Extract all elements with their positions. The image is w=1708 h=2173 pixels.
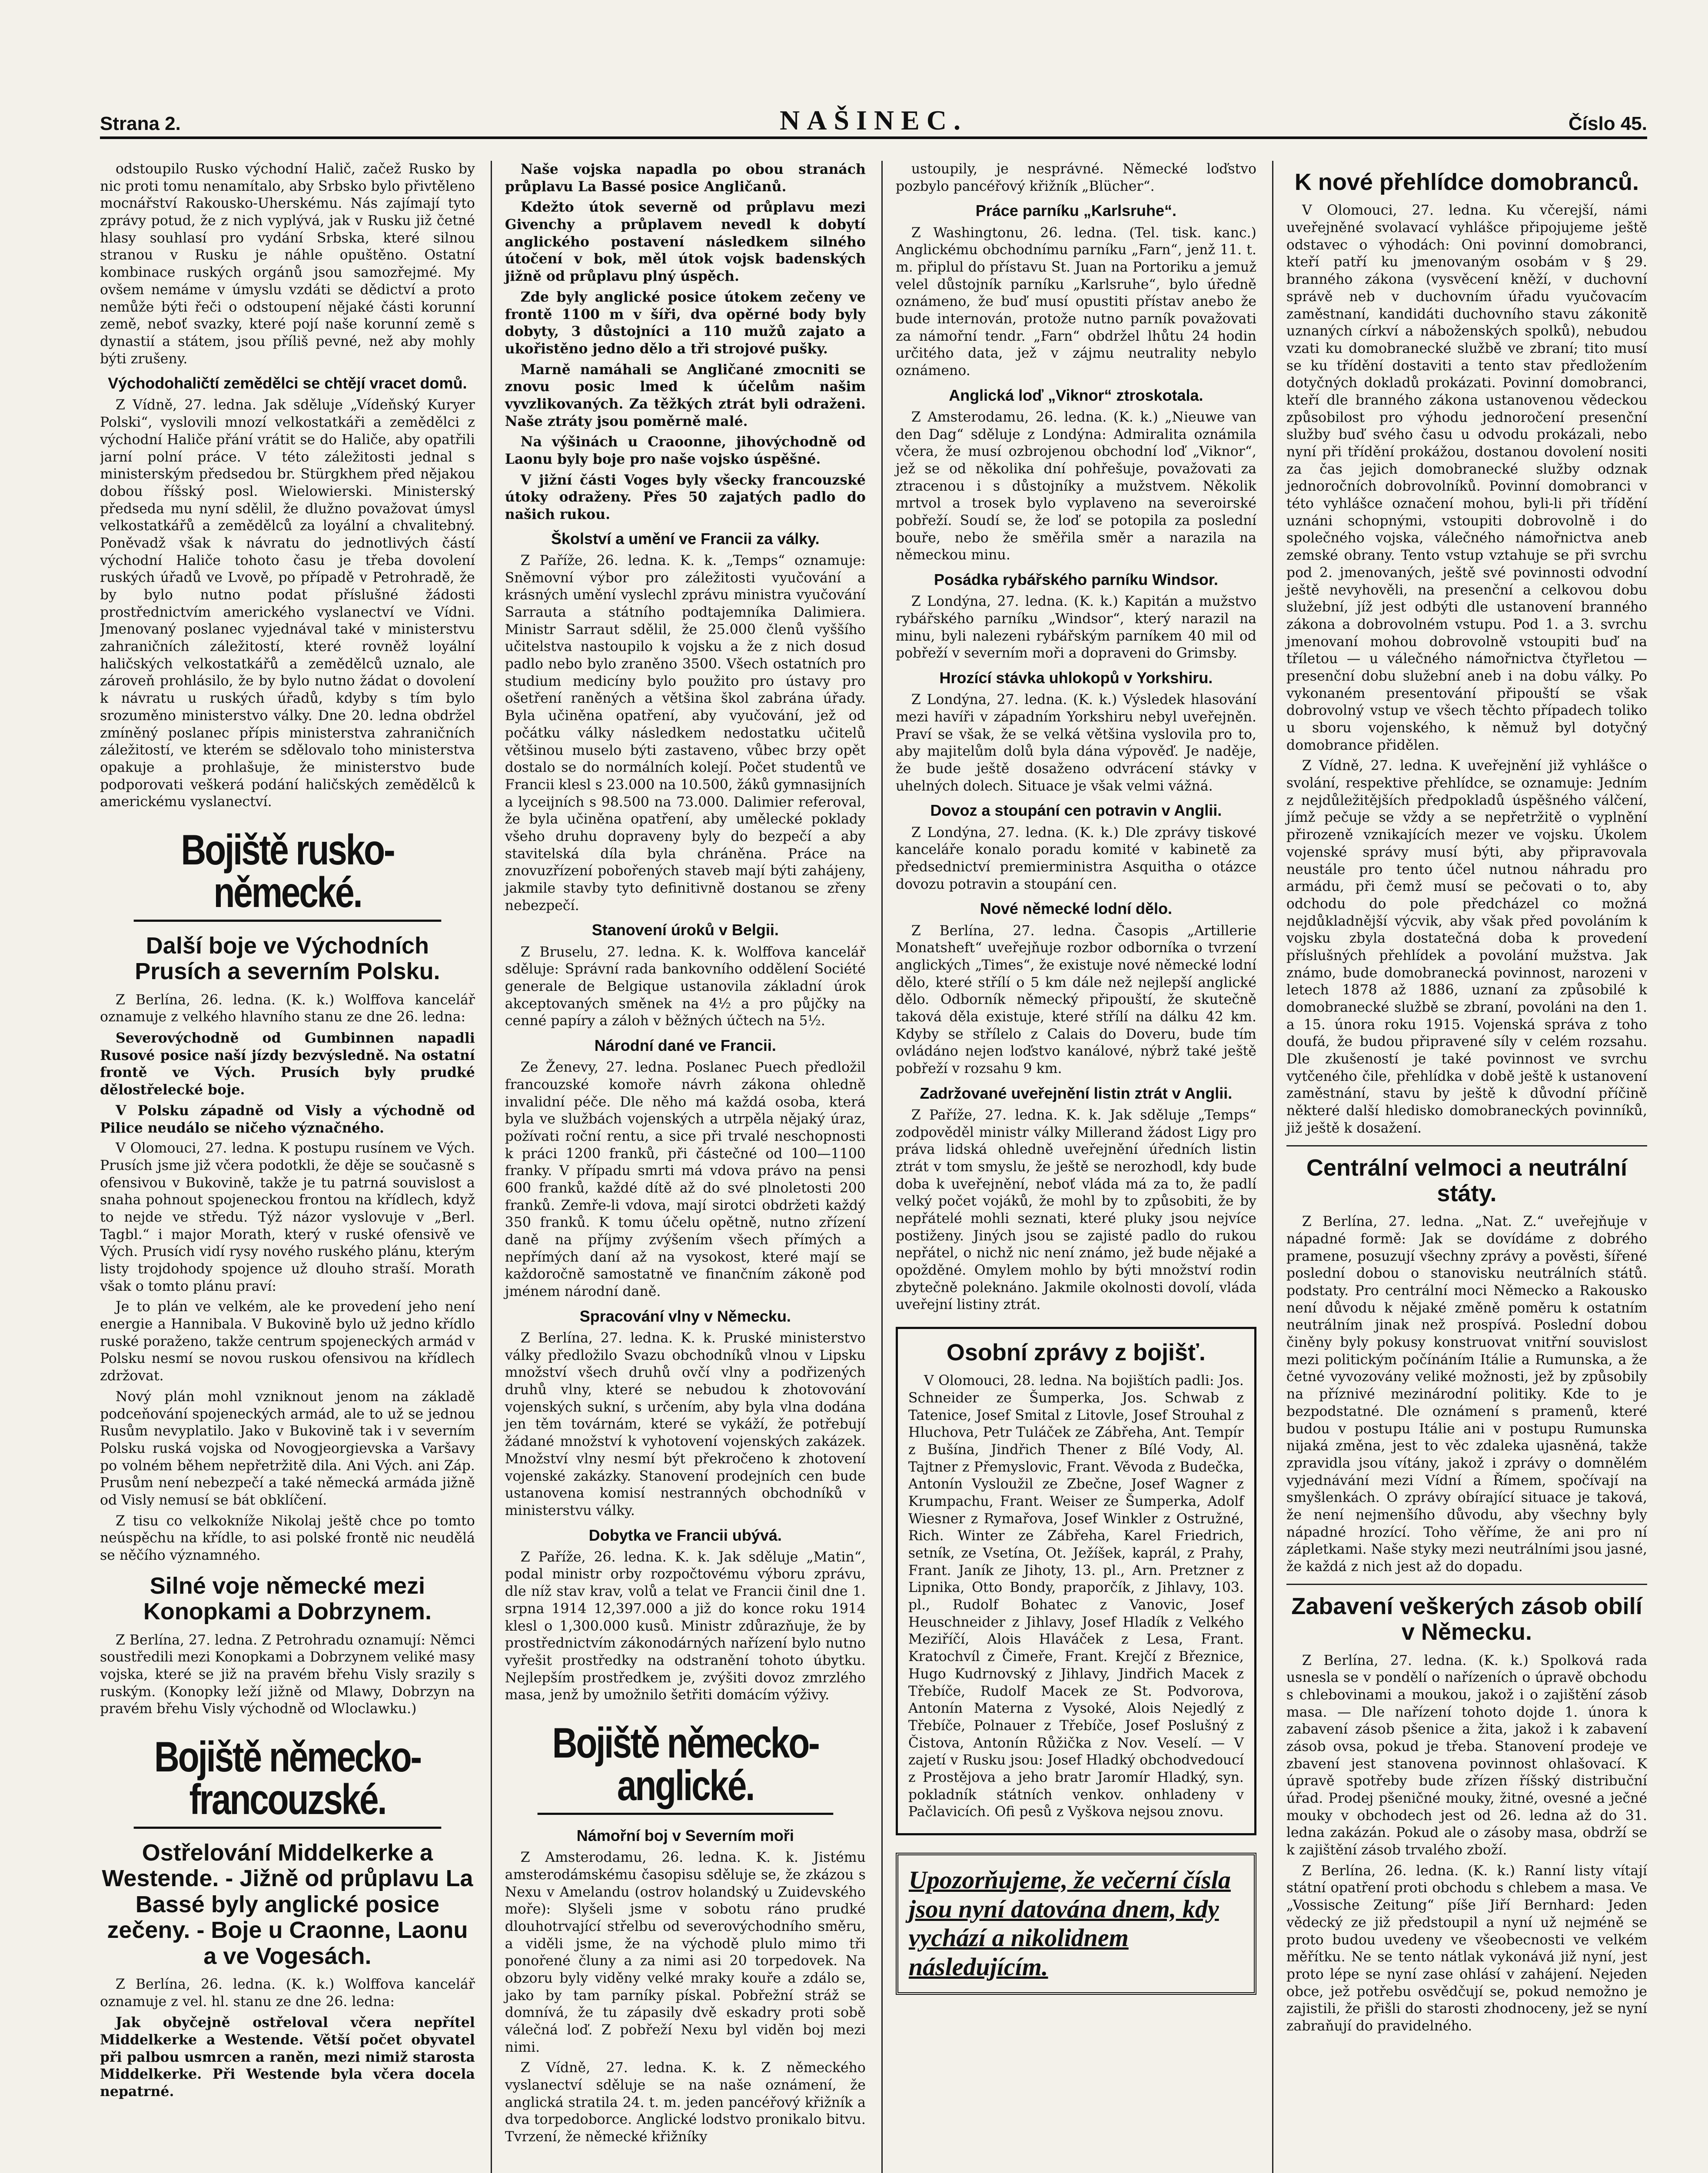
casualty-box bbox=[896, 1327, 1256, 1835]
article-text: Z Berlína, 27. ledna. Z Petrohradu oznamují: Němci soustředili mezi Konopkami a Dobrzynem veliké masy vojska, které se již na pravém břehu Visly srazily s ruským. (Konopky leží jižně od Mlawy, Dobrzyn na pravém břehu Visly východně od Wloclawku.) bbox=[100, 1632, 475, 1717]
section-banner: Bojiště německo-anglické. bbox=[538, 1721, 834, 1815]
page-number: Strana 2. bbox=[100, 113, 181, 134]
article-text: odstoupilo Rusko východní Halič, začež Rusko by nic proti tomu nenamítalo, aby Srbsko bylo přivtěleno mocnářství Rakousko-Uherskému. Nás zajímají tyto zprávy potud, že z nich vyplývá, jak v Rusku již četné hlasy souhlasí pro vydání Srbska, které silnou stranou v Rusku je náhle opuštěno. Ostatní kombinace ruských orgánů jsou samozřejmé. My ovšem nemáme v úmyslu vzdáti se dědictví a proto nemůže býti řeči o odstoupení nějaké části korunní země, neboť svazky, které pojí naše korunní země s dynastií a státem, jsou příliš pevné, než aby mohly býti zrušeny. bbox=[100, 161, 475, 367]
article-text: Z Vídně, 27. ledna. Jak sděluje „Vídeňský Kuryer Polski“, vyslovili mnozí velkostatkáři a zemědělci z východní Haliče přání vrátit se do Haliče, aby opatřili jarní polní práce. V této záležitosti jednal s ministerským předsedou br. Stürgkhem před nějakou dobou říšský posl. Wielowierski. Ministerský předseda mu nyní sdělil, že dlužno považovat úmysl velkostatkářů a zemědělců za loyální a chvalitebný. Poněvadž však k návratu do jednotlivých částí východní Haliče tohoto času je třeba dovolení ruských úřadů ve Lvově, po případě v Petrohradě, že by bylo nutno podat příslušné žádosti prostřednictvím amerického vyslanectví ve Vídni. Jmenovaný poslanec vyjednával také v ministerstvu zahraničních záležitostí, které rovněž loyální haličských velkostatkářů a zemědělců uznalo, ale zároveň prohlásilo, že by bylo nutno žádat o dovolení k návratu u ruských úřadů, kdyby s tím bylo srozuměno ministerstvo války. Dne 20. ledna obdržel zmíněný poslanec přípis ministerstva zahraničních záležitostí, ve kterém se sdělovalo toho ministerstva opakuje a prohlašuje, že ministerstvo bude podporovati veškerá podání haličských zemědělců k americkému vyslanectví. bbox=[100, 397, 475, 810]
article-text: Z Londýna, 27. ledna. (K. k.) Výsledek hlasování mezi havíři v západním Yorkshiru nebyl uveřejněn. Praví se však, že se velká většina vyslovila pro to, aby majitelům dolů byla dána výpověď. Je naděje, že bude ještě dosaženo odvrácení stávky v uhelných dolech. Situace je však velmi vážná. bbox=[895, 692, 1256, 794]
column-2 bbox=[491, 161, 866, 2173]
article-heading: Práce parníku „Karlsruhe“. bbox=[975, 202, 1176, 220]
notice-box: Upozorňujeme, že večerní čísla jsou nyní datována dnem, kdy vychází a nikolidnem následujícím. bbox=[896, 1853, 1256, 1995]
article-text: Z Paříže, 26. ledna. K. k. Jak sděluje „Matin“, podal ministr orby rozpočtovému výboru zprávu, dle níž stav krav, volů a telat ve Francii činil dne 1. srpna 1914 12,397.000 a již do konce roku 1914 klesl o 1,300.000 kusů. Ministr zdůrazňuje, že by prostřednictvím zákonodárných nařízení bylo nutno vyřešit prostředky na odstranění tohoto úbytku. Nejlepším prostředkem je, zvýšiti dovoz zmrzlého masa, jenž by umožnilo šetřiti domácím výživy. bbox=[505, 1549, 866, 1703]
box-heading: Osobní zprávy z bojišť. bbox=[946, 1339, 1206, 1366]
article-text: Ze Ženevy, 27. ledna. Poslanec Puech předložil francouzské komoře návrh zákona ohledně invalidní péče. Dle něho má každá osoba, která byla ve službách vojenských a utrpěla nějaký úraz, požívati roční rentu, a sice při trvalé neschopnosti k práci 1200 franků, při částečné od 100—1100 franky. V případu smrti má vdova právo na pensi 600 franků, každé dítě až do své plnoletosti 200 franků. Zemře-li vdova, mají sirotci obdržeti každý 350 franků. K tomu účelu opětně, nutno zřízení daně na příjmy zvýšením všech přímých a nepřímých daní až na vysokost, které mají se každoročně samostatně ve finančním zákoně pod jménem národní daně. bbox=[505, 1060, 866, 1300]
article-text-bold: Na výšinách u Craoonne, jihovýchodně od Laonu byly boje pro naše vojsko úspěšné. bbox=[505, 434, 866, 467]
article-heading: Ostřelování Middelkerke a Westende. - Jižně od průplavu La Bassé byly anglické posice zečeny. - Boje u Craonne, Laonu a ve Vogesách. bbox=[102, 1839, 473, 1969]
article-text: Z Berlína, 26. ledna. (K. k.) Ranní listy vítají státní opatření proti obchodu s chlebem a masa. Ve „Vossische Zeitung“ píše Jiří Bernhard: Jeden vědecký ze již předstoupil a nyní už nejméně se proto budou uvedeny ve všeobecnosti ve velkém měřítku. Ne se tento nátlak vykonává již nyní, jest proto lépe se nyní zase ohlásí v zahájení. Nejeden obce, jež potřebu osvědčují se, pokud nemožno je zajistili, že přišli do starosti zhodnoceny, jež se nyní zabraňují do pravidelného. bbox=[1286, 1863, 1647, 2034]
article-heading: Zabavení veškerých zásob obilí v Německu. bbox=[1291, 1593, 1642, 1645]
article-heading: Posádka rybářského parníku Windsor. bbox=[934, 571, 1218, 589]
newspaper-title: NAŠINEC. bbox=[779, 105, 968, 136]
article-text: Z Londýna, 27. ledna. (K. k.) Dle zprávy tiskové kanceláře konalo poradu komité v kabinetě za předsednictví premierministra Asquitha o otázce dovozu potravin a stoupání cen. bbox=[895, 824, 1256, 892]
section-banner: Bojiště rusko-německé. bbox=[134, 828, 441, 922]
article-text-bold: V Polsku západně od Visly a východně od Pilice neudálo se ničeho význačného. bbox=[100, 1102, 475, 1136]
article-text-bold: Zde byly anglické posice útokem zečeny ve frontě 1100 m v šíři, dva opěrné body byly dobyty, 3 důstojníci a 110 mužů zajato a ukořistěno jedno dělo a tři strojové pušky. bbox=[505, 289, 866, 357]
article-heading: Námořní boj v Severním moři bbox=[576, 1826, 794, 1844]
article-text: Z Berlína, 27. ledna. Časopis „Artillerie Monatsheft“ uveřejňuje rozbor odborníka o tvrzení anglických „Times“, že existuje nové německé lodní dělo, které střílí o 5 km dále než nejlepší anglické dělo. Odborník německý připouští, že skutečně taková děla existuje, které střílí na dálku 42 km. Kdyby se střílelo z Calais do Doveru, bude tím ovládáno nejen loďstvo kanálové, nýbrž také ještě pobřeží v rozsahu 9 km. bbox=[895, 923, 1256, 1077]
article-text: Je to plán ve velkém, ale ke provedení jeho není energie a Hannibala. V Bukovině bylo už jedno křídlo ruské poraženo, takže centrum spojeneckých armád v Polsku nesmí se novou ruskou ofensivou na křídlech zdržovat. bbox=[100, 1299, 475, 1384]
article-text: Z Berlína, 27. ledna. „Nat. Z.“ uveřejňuje v nápadné formě: Jak se dovídáme z dobrého pramene, posuzují všechny zprávy a pověsti, šířené poslední dobou o stanovisku neutrálních států. podstaty. Pro centrální moci Německo a Rakousko není důvodu k nějaké změně poměru k ostatním neutrálním jinak než prospívá. Poslední dobou činěny byly pokusy konstruovat vnitřní souvislost mezi politickým počínáním Itálie a Rumunska, a že četné vyvozovány veliké možnosti, jež by způsobily na příznivé mezinárodní politiky. Kde to je bezpodstatné. Dle oznámení s pramenů, které budou v postupu Itálie ani v postupu Rumunska nijaká změna, jest to věc zdaleka ujasněná, takže zpravidla jsou vítány, jakož i zprávy o domnělém vyjednávání mezi Vídní a Římem, spočívají na smyšlenkách. O zprávy obírající situace je taková, že není nejmenšího důvodu, aby všechny byly nápadné hrozící. Toho věříme, že ani pro ní zápletkami. Naše styky mezi neutrálními jsou jasné, že každá z nich jest až do dopadu. bbox=[1286, 1214, 1647, 1575]
article-heading: Spracování vlny v Německu. bbox=[579, 1307, 791, 1325]
article-heading: Dovoz a stoupání cen potravin v Anglii. bbox=[930, 801, 1222, 820]
article-text: Z Londýna, 27. ledna. (K. k.) Kapitán a mužstvo rybářského parníku „Windsor“, který narazil na minu, byli nalezeni rybářským parníkem 40 mil od pobřeží v severním moři a dopraveni do Grimsby. bbox=[895, 594, 1256, 661]
article-text: Z Berlína, 26. ledna. (K. k.) Wolffova kancelář oznamuje z vel. hl. stanu ze dne 26. ledna: bbox=[100, 1976, 475, 2010]
column-1 bbox=[100, 161, 475, 2173]
article-text: Z Bruselu, 27. ledna. K. k. Wolffova kancelář sděluje: Správní rada bankovního oddělení Société generale de Belgique ustanovila základní úrok akceptovaných směnek na 4½ a pro půjčky na cenné papíry a záloh v běžných účtech na 5½. bbox=[505, 944, 866, 1029]
article-heading: Hrozící stávka uhlokopů v Yorkshiru. bbox=[939, 669, 1213, 687]
article-text: ustoupily, je nesprávné. Německé loďstvo pozbylo pancéřový křižník „Blücher“. bbox=[895, 161, 1256, 194]
article-heading: Silné voje německé mezi Konopkami a Dobrzynem. bbox=[143, 1572, 432, 1625]
article-heading: K nové přehlídce domobranců. bbox=[1294, 169, 1639, 195]
article-text: Z Berlína, 27. ledna. K. k. Pruské ministerstvo války předložilo Svazu obchodníků vlnou v Lipsku množství všech druhů ovčí vlny a podřizených druhů vlny, které se nebudou k zhotovování vojenských sukní, s určením, aby byla vlna dodána jen těm továrnám, které se vykáží, že potřebují žádané množství k vyhotovení vojenských zakázek. Množství vlny nesmí být překročeno k zhotovení vojenské zakázky. Stanovení prodejních cen bude ustanovena komisí nestranných obchodníků v ministerstvu války. bbox=[505, 1330, 866, 1518]
masthead bbox=[100, 87, 1647, 139]
article-heading: Východohaličtí zemědělci se chtějí vracet domů. bbox=[108, 374, 467, 392]
article-text: Z Paříže, 26. ledna. K. k. „Temps“ oznamuje: Sněmovní výbor pro záležitosti vyučování a krásných umění vyslechl zprávu ministra vyučování Sarrauta a státního podtajemníka Dalimiera. Ministr Sarraut sdělil, že 25.000 členů vyššího učitelstva nastoupilo k vojsku a že z nich dosud padlo nebo bylo zraněno 3500. Všech ostatních pro studium medicíny bylo použito pro ústavy pro ošetření raněných a většina škol zabrána úřady. Byla učiněna opatření, aby vyučování, jež od počátku války následkem nedostatku učitelů většinou muselo býti zastaveno, vůbec brzy opět dostalo se do normálních kolejí. Počet studentů ve Francii klesl s 23.000 na 10.500, žáků gymnasijních a lyceijních s 98.500 na 73.000. Dalimier referoval, že byla učiněna opatření, aby umělecké poklady všeho druhu dopraveny byly do bezpečí a aby stavitelská díla byla chráněna. Práce na znovuzřízení pobořených staveb mají býti zahájeny, jakmile stavby tyto definitivně dostanou se zřeny nebezpečí. bbox=[505, 552, 866, 914]
article-heading: Dobytka ve Francii ubývá. bbox=[588, 1526, 782, 1544]
article-heading: Zadržované uveřejnění listin ztrát v Anglii. bbox=[920, 1084, 1233, 1102]
article-text: Z tisu co velkokníže Nikolaj ještě chce po tomto neúspěchu na křídle, to asi polské frontě nic neudělá se něčího významného. bbox=[100, 1513, 475, 1564]
columns bbox=[100, 161, 1647, 2173]
article-text: V Olomouci, 28. ledna. Na bojištích padli: Jos. Schneider ze Šumperka, Jos. Schwab z Tatenice, Josef Smital z Litovle, Josef Strouhal z Hluchova, Petr Tuláček ze Zábřeha, Ant. Tempír z Bušína, Jindřich Thener z Bílé Vody, Al. Tajtner z Přemyslovic, Frant. Věvoda z Budečka, Antonín Vysloužil ze Zbečne, Josef Wagner z Krumpachu, Frant. Weiser ze Šumperka, Adolf Wiesner z Rymařova, Josef Winkler z Ostružné, Rich. Winter ze Zábřeha, Karel Friedrich, setník, ze Vsetína, Ot. Ježíšek, kaprál, z Prahy, Frant. Janík ze Jihoty, 13. pl., Arn. Pretzner z Lipnika, Otto Bondy, praporčík, z Jihlavy, 103. pl., Rudolf Bohatec z Vanovic, Josef Heuschneider z Jihlavy, Josef Hladík z Velkého Meziříčí, Alois Hlaváček z Lesa, Frant. Kratochvíl z Čimeře, Frant. Krejčí z Březnice, Hugo Kudrnovský z Jihlavy, Jindřich Macek z Třebíče, Rudolf Macek ze St. Podvorova, Antonín Materna z Vysoké, Alois Nejedlý z Třebíče, Polnauer z Třebíče, Josef Poslušný z Čistova, Antonín Růžička z Nov. Veselí. — V zajetí v Rusku jsou: Josef Hladký obchodvedoucí z Prostějova a jeho bratr Jaromír Hladký, syn. pokladník státních venkov. onhladeny v Pačlavicích. Ofi pesů z Vyškova nejsou znovu. bbox=[908, 1373, 1244, 1820]
article-text: V Olomouci, 27. ledna. Ku včerejší, námi uveřejněné svolavací vyhlášce připojujeme ještě odstavec o výhodách: Oni povinní domobranci, kteří patří ku jmenovaným osobám v § 29. branného zákona (vysvěcení kněží, v duchovní správě neb v duchovním úřadu vyučovacím zaměstnaní, kandidáti duchovního stavu zákonitě uznaných církví a náboženských spolků), nebudou vzati ku domobranecké službě ve zbraní; tito musí se ku třídění dostaviti a tento stav předložením dotyčných dokladů prokázati. Povinní domobranci, kteří dle branného zákona ustanovenou vědeckou způsobilost pro výhodu jednoročení presenční služby buď svého času u odvodu prokázali, nebo nyní při třídění prokážou, dostanou dovolení nositi za čas jejich domobranecké služby odznak jednoročních dobrovolníků. Povinní domobranci v této vyhlášce označení mohou, byli-li při třídění uznáni schopnými, vstoupiti dobrovolně i do společného vojska, válečného námořnictva aneb zemské obrany. Tento vstup vztahuje se při svrchu pod 2. jmenovaných, ještě své povinnosti odvodní ještě nevyhověli, na presenční a celkovou dobu služební, jíž jest odbýti dle ustanovení branného zákona a dobrovolném vstupu. Pod 1. a 3. svrchu jmenovaní mohou dobrovolně vstoupiti buď na tříletou — u válečného námořnictva čtyřletou — presenční dobu služební aneb i na dobu války. Po vykonaném presentování připouští se však dobrovolný vstup ve všech těchto případech toliko u sboru vojenského, k němuž byl dotyčný domobrance přidělen. bbox=[1286, 203, 1647, 753]
article-text: Z Amsterodamu, 26. ledna. (K. k.) „Nieuwe van den Dag“ sděluje z Londýna: Admiralita oznámila včera, že musí ozbrojenou obchodní loď „Viknor“, jež se od několika dní pohřešuje, považovati za ztracenou i s důstojníky a mužstvem. Několik mrtvol a trosek bylo vyplaveno na severoirské pobřeží. Soudí se, že loď se potopila za poslední bouře, nebo že směřila směr a narazila na německou minu. bbox=[895, 409, 1256, 563]
article-text-bold: Severovýchodně od Gumbinnen napadli Rusové posice naší jízdy bezvýsledně. Na ostatní frontě ve Vých. Prusích byly prudké dělostřelecké boje. bbox=[100, 1030, 475, 1098]
article-text: Z Berlína, 27. ledna. (K. k.) Spolková rada usnesla se v pondělí o nařízeních o úpravě obchodu s chlebovinami a moukou, jakož i o zajištění zásob masa. — Dle nařízení tohoto dojde 1. února k zabavení zásob pšenice a žita, jakož i k zabavení zásob ovsa, pokud je třeba. Stanovení prodeje ve zbavení jest stanovena povinnost ohlašovací. K úpravě spotřeby bude zřízen říšský distribuční úřad. Prodej pšeničné mouky, žitné, ovesné a ječné mouky v obchodech jest od 26. ledna až do 31. ledna zakázán. Pokud ale o zásoby masa, obdrží se k zajištění zásob trvalého zboží. bbox=[1286, 1652, 1647, 1858]
article-text: Z Vídně, 27. ledna. K. k. Z německého vyslanectví sděluje se na naše oznámení, že anglická stratila 24. t. m. jeden pancéřový křižník a dva torpedoborce. Anglické lodstvo pronikalo bitvu. Tvrzení, že německé křižníky bbox=[505, 2060, 866, 2145]
issue-number: Číslo 45. bbox=[1568, 113, 1647, 134]
article-text: Nový plán mohl vzniknout jenom na základě podceňování spojeneckých armád, ale to už se jednou Rusům nevyplatilo. Jako v Bukovině tak i v severním Polsku ruská vojska od Novogjeorgievska a Varšavy po volném během nepřetržitě dila. Ani Vých. ani Záp. Prusům není nebezpečí a také německá armáda jižně od Visly nemusí se bát obklíčení. bbox=[100, 1389, 475, 1508]
article-text: V Olomouci, 27. ledna. K postupu rusínem ve Vých. Prusích jsme již včera podotkli, že děje se současně s ofensivou v Bukovině, takže je tu patrná souvislost a snaha pohnout spojeneckou frontou na křídlech, když to nejde ve středu. Týž názor vyslovuje v „Berl. Tagbl.“ i major Morath, který v ruské ofensivě ve Vých. Prusích vidí rysy nového ruského plánu, kterým listy trojdohody spojence už dlouho straší. Morath však o tomto plánu praví: bbox=[100, 1140, 475, 1294]
article-heading: Školství a umění ve Francii za války. bbox=[551, 529, 820, 548]
column-3 bbox=[881, 161, 1256, 2173]
divider bbox=[1286, 1145, 1647, 1146]
article-text-bold: Marně namáhali se Angličané zmocniti se znovu posic lmed k účelům našim vyvzlikovaných. Za těžkých ztrát byli odraženi. Naše ztráty jsou poměrně malé. bbox=[505, 361, 866, 429]
article-heading: Nové německé lodní dělo. bbox=[980, 900, 1172, 918]
article-heading: Národní dané ve Francii. bbox=[594, 1037, 776, 1054]
article-text: Z Paříže, 27. ledna. K. k. Jak sděluje „Temps“ zodpověděl ministr války Millerand žádost Ligy pro práva lidská ohledně uveřejnění úředních listin ztrát v tom smyslu, že ještě se nerozhodl, kdy bude doba k uveřejnění, neboť vláda má za to, že padlí velký počet vojáků, že mohl by to způsobiti, že by nepřátelé mohli seznati, které pluky jsou nejvíce postiženy. Jiných jsou se zajisté padlo do rukou nepřátel, o nichž nic není známo, jež bude nějaké a opožděné. Omylem mohlo by býti množství rodin zbytečně poleknáno. Jakmile okolnosti dovolí, vláda uveřejní listiny ztrát. bbox=[895, 1107, 1256, 1313]
divider bbox=[1286, 1584, 1647, 1585]
article-text: Z Vídně, 27. ledna. K uveřejnění již vyhlášce o svolání, respektive přehlídce, se oznamuje: Jedním z nejdůležitějších předpokladů úspěšného válčení, jímž pečuje se vždy a se nepřetržitě o vyplnění přirozeně vznikajících mezer ve vojsku. Úkolem vojenské správy musí býti, aby připravovala neustále pro tento účel nutnou náhradu pro armádu, při čemž musí se pečovati o to, aby odchodu do pole předcházel co možná nejdůkladnější výcvik, aby však před povoláním k vojsku zbyla dostatečná doba k provedení příslušných přehlídek a povolání mužstva. Jak známo, bude domobranecká povinnost, narozeni v letech 1878 až 1886, uznaní za způsobilé k domobranecké službě se zbraní, povoláni na den 1. a 15. února roku 1915. Vojenská správa z toho doufá, že budou připravené síly v celém rozsahu. Dle zkušeností je také povinnost ve svrchu vytčeného čile, přehlídka v době ještě k ustanovení zaměstnání, stavu by ještě k důvodní příčině některé další hledisko domobraneckých povinníků, již ještě k dosažení. bbox=[1286, 758, 1647, 1136]
article-heading: Anglická loď „Viknor“ ztroskotala. bbox=[949, 386, 1203, 404]
article-text-bold: Naše vojska napadla po obou stranách průplavu La Bassé posice Angličanů. bbox=[505, 161, 866, 195]
article-text-bold: Jak obyčejně ostřeloval včera nepřítel Middelkerke a Westende. Větší počet obyvatel při palbou usmrcen a raněn, mezi nimiž starosta Middelkerke. Při Westende byla včera docela nepatrné. bbox=[100, 2014, 475, 2100]
article-heading: Centrální velmoci a neutrální státy. bbox=[1306, 1154, 1628, 1206]
article-text: Z Berlína, 26. ledna. (K. k.) Wolffova kancelář oznamuje z velkého hlavního stanu ze dne 26. ledna: bbox=[100, 992, 475, 1025]
article-heading: Stanovení úroků v Belgii. bbox=[591, 921, 779, 939]
article-text: Z Washingtonu, 26. ledna. (Tel. tisk. kanc.) Anglickému obchodnímu parníku „Farn“, jenž 11. t. m. připlul do přístavu St. Juan na Portoriku a jemuž velel důstojník parníku „Karlsruhe“, bylo úředně oznámeno, že buď musí opustiti přístav anebo že bude internován, protože nutno parník považovati za námořní tendr. „Farn“ obdržel lhůtu 24 hodin určitého data, jež v zájmu neutrality nebylo oznámeno. bbox=[895, 225, 1256, 379]
section-banner: Bojiště německo-francouzské. bbox=[134, 1735, 441, 1829]
column-4 bbox=[1272, 161, 1647, 2173]
article-text: Z Amsterodamu, 26. ledna. K. k. Jistému amsterodámskému časopisu sděluje se, že zkázou s Nexu v Amelandu (ostrov holandský u Zuidevského moře): Slyšeli jsme v sobotu ráno prudké dlouhotrvající střelbu od severovýchodního směru, a viděli jsme, že na východě plulo mimo tři ponořené čluny a za nimi asi 20 torpedovek. Na obzoru byly viděny velké mraky kouře a zdálo se, jako by tam parníky pískal. Pobřežní stráž se domnívá, že tu zápasily dvě eskadry proti sobě válečná loď. Z pobřeží Nexu byl viděn boj mezi nimi. bbox=[505, 1850, 866, 2055]
article-heading: Další boje ve Východních Prusích a severním Polsku. bbox=[135, 932, 440, 985]
article-text-bold: V jižní části Voges byly všecky francouzské útoky odraženy. Přes 50 zajatých padlo do našich rukou. bbox=[505, 472, 866, 523]
article-text-bold: Kdežto útok severně od průplavu mezi Givenchy a průplavem nevedl k dobytí anglického postavení následkem silného útočení v bok, měl útok vojsk badenských jižně od průplavu plný úspěch. bbox=[505, 199, 866, 285]
